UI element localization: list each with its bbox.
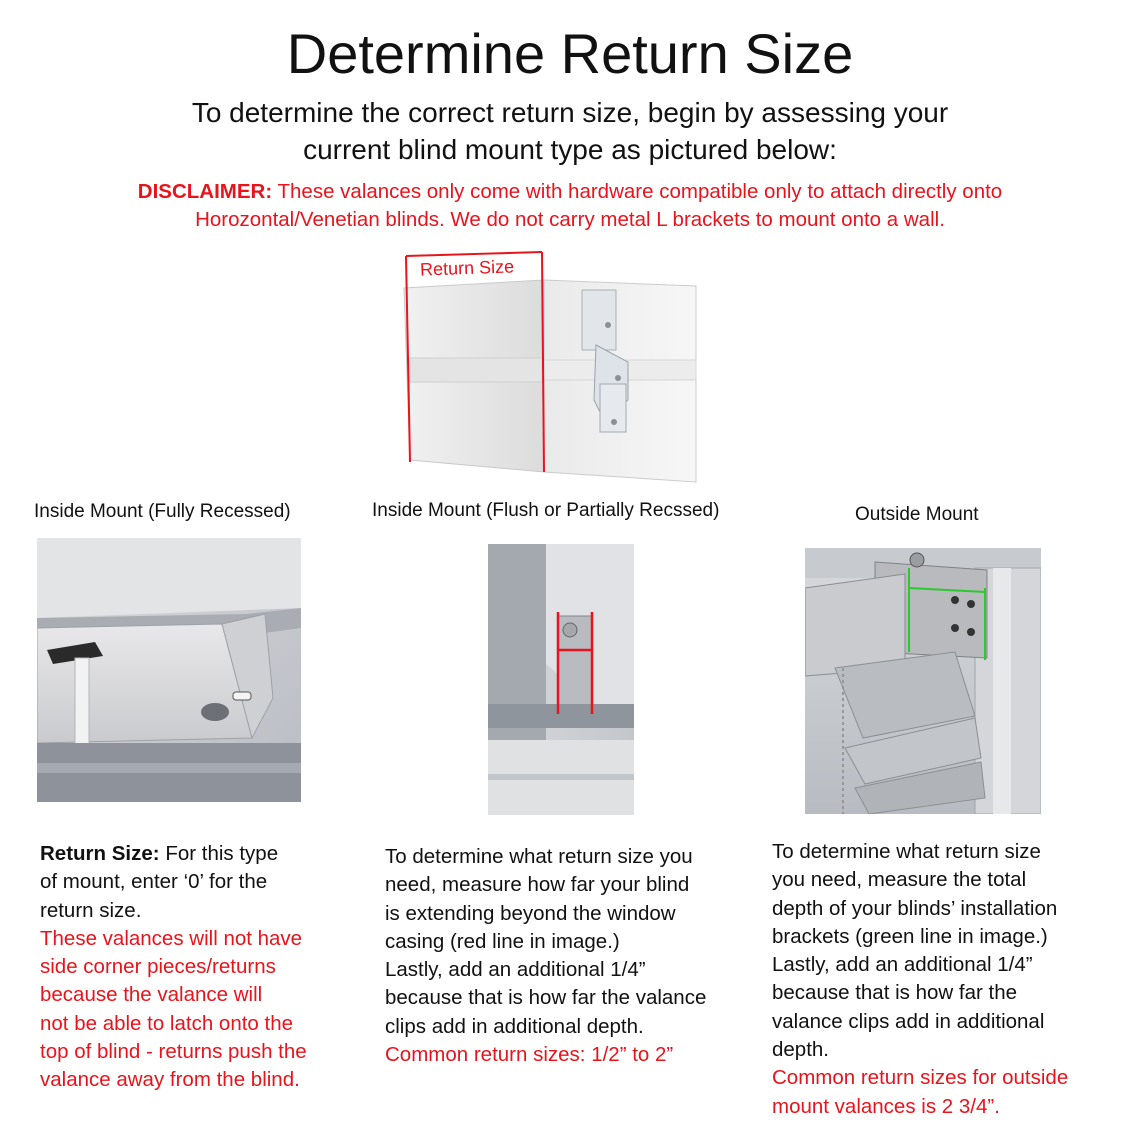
note-line: Common return sizes for outside xyxy=(772,1066,1069,1090)
desc-line: casing (red line in image.) xyxy=(385,929,620,953)
inside-mount-flush-photo xyxy=(488,544,634,815)
note-line: top of blind - returns push the xyxy=(40,1040,307,1064)
desc-line: valance clips add in additional xyxy=(772,1009,1045,1033)
desc-line: return size. xyxy=(40,898,142,922)
note-line: side corner pieces/returns xyxy=(40,955,276,979)
desc-line: brackets (green line in image.) xyxy=(772,924,1048,948)
desc-line: Lastly, add an additional 1/4” xyxy=(772,953,1033,977)
desc-line: you need, measure the total xyxy=(772,868,1027,892)
desc-line: For this type xyxy=(165,842,279,865)
desc-line: is extending beyond the window xyxy=(385,901,676,925)
intro-line: current blind mount type as pictured below: xyxy=(303,134,837,165)
desc-line: because that is how far the xyxy=(772,981,1018,1005)
column-inside-fully-recessed-text xyxy=(40,840,360,1095)
outside-mount-photo xyxy=(805,548,1041,814)
desc-line: because that is how far the valance xyxy=(385,986,707,1010)
disclaimer xyxy=(80,178,1060,234)
desc-line: need, measure how far your blind xyxy=(385,873,690,897)
intro-line: To determine the correct return size, begin by assessing your xyxy=(191,97,949,128)
caption-inside-fully-recessed: Inside Mount (Fully Recessed) xyxy=(34,501,291,522)
inside-mount-recessed-photo xyxy=(37,538,301,802)
caption-outside-mount: Outside Mount xyxy=(855,504,979,525)
desc-line: of mount, enter ‘0’ for the xyxy=(40,870,268,894)
return-size-label: Return Size: xyxy=(40,842,160,865)
note-line: Common return sizes: 1/2” to 2” xyxy=(385,1043,674,1067)
note-line: These valances will not have xyxy=(40,926,303,950)
page-title: Determine Return Size xyxy=(286,22,854,85)
disclaimer-line: These valances only come with hardware compatible only to attach directly onto xyxy=(277,180,1003,203)
intro-text xyxy=(120,94,1020,168)
desc-line: Lastly, add an additional 1/4” xyxy=(385,958,646,982)
desc-line: depth. xyxy=(772,1038,829,1062)
column-outside-mount-text xyxy=(772,838,1122,1121)
column-inside-flush-text xyxy=(385,843,765,1069)
disclaimer-label: DISCLAIMER: xyxy=(137,180,273,203)
desc-line: To determine what return size xyxy=(772,840,1041,863)
desc-line: To determine what return size you xyxy=(385,845,693,868)
note-line: mount valances is 2 3/4”. xyxy=(772,1094,1000,1118)
note-line: valance away from the blind. xyxy=(40,1068,300,1092)
desc-line: clips add in additional depth. xyxy=(385,1014,644,1038)
valance-return-diagram xyxy=(396,250,700,485)
note-line: because the valance will xyxy=(40,983,263,1007)
note-line: not be able to latch onto the xyxy=(40,1011,294,1035)
desc-line: depth of your blinds’ installation xyxy=(772,896,1058,920)
caption-inside-flush: Inside Mount (Flush or Partially Recssed) xyxy=(372,500,720,521)
return-size-annotation: Return Size xyxy=(419,256,515,280)
disclaimer-line: Horozontal/Venetian blinds. We do not carry metal L brackets to mount onto a wall. xyxy=(195,208,945,231)
